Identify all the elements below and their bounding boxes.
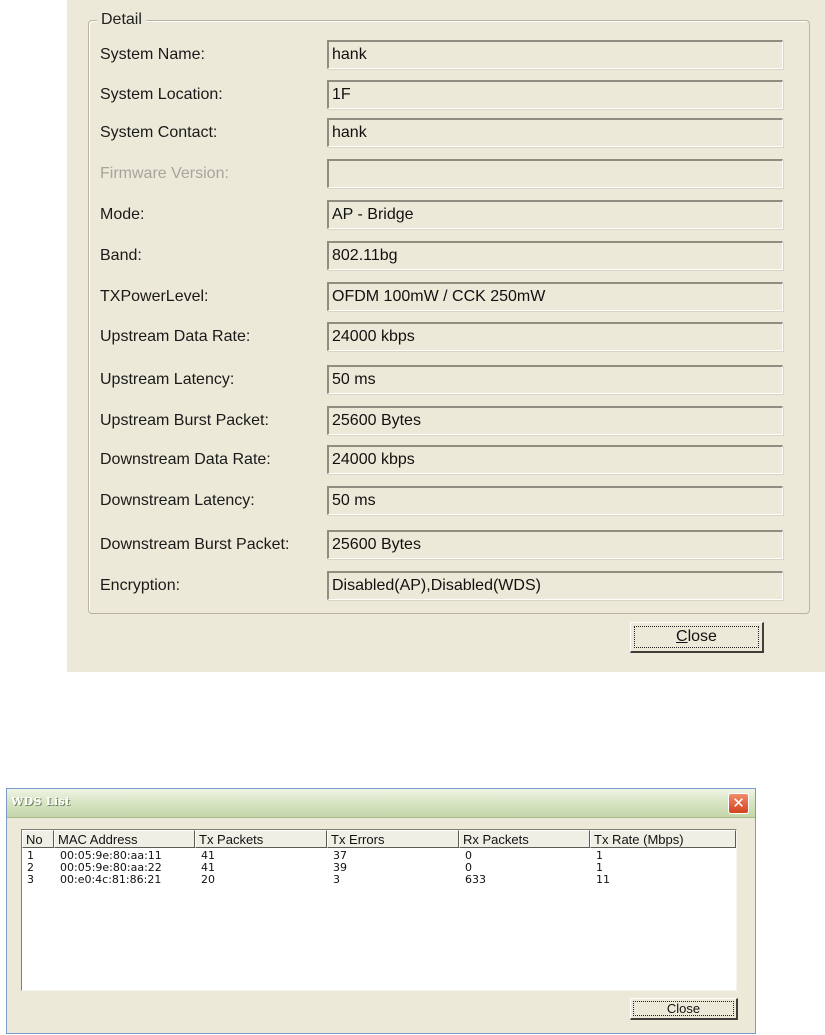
close-button[interactable] [630,622,764,653]
firmware-version-field [327,159,783,188]
cell-tx-rate: 1 [596,849,603,862]
wds-close-button[interactable] [630,998,738,1020]
close-button-face [634,626,759,648]
column-header-mac-address[interactable]: MAC Address [54,830,195,848]
cell-tx-packets: 41 [201,861,215,874]
field-row-system-name [89,40,809,70]
field-row-downstream-latency [89,486,809,516]
field-row-system-contact [89,118,809,148]
detail-groupbox [88,11,810,614]
field-row-downstream-data-rate [89,445,809,475]
table-row[interactable] [22,874,736,886]
cell-tx-errors: 39 [333,861,347,874]
downstream-latency-field[interactable]: 50 ms [327,486,783,515]
cell-mac-address: 00:e0:4c:81:86:21 [60,873,162,886]
system-contact-field[interactable]: hank [327,118,783,147]
cell-tx-errors: 3 [333,873,340,886]
wds-list-header [22,830,736,848]
field-row-txpowerlevel [89,282,809,312]
label-firmware-version: Firmware Version: [100,165,229,182]
column-header-rx-packets[interactable]: Rx Packets [459,830,590,848]
mode-field[interactable]: AP - Bridge [327,200,783,229]
close-button-label-rest: lose [687,628,717,645]
label-downstream-latency: Downstream Latency: [100,492,255,509]
field-row-upstream-data-rate [89,322,809,352]
band-field[interactable]: 802.11bg [327,241,783,270]
label-upstream-data-rate: Upstream Data Rate: [100,328,251,345]
cell-rx-packets: 0 [465,861,472,874]
label-encryption: Encryption: [100,577,181,594]
cell-tx-rate: 1 [596,861,603,874]
column-header-no[interactable]: No [22,830,54,848]
detail-group-title: Detail [97,11,146,29]
cell-mac-address: 00:05:9e:80:aa:11 [60,849,162,862]
cell-tx-packets: 20 [201,873,215,886]
close-x-icon[interactable]: ✕ [728,793,749,814]
field-row-upstream-latency [89,365,809,395]
cell-tx-errors: 37 [333,849,347,862]
cell-no: 2 [27,861,34,874]
label-band: Band: [100,247,142,264]
cell-tx-packets: 41 [201,849,215,862]
cell-rx-packets: 633 [465,873,486,886]
cell-tx-rate: 11 [596,873,610,886]
column-header-tx-rate[interactable]: Tx Rate (Mbps) [590,830,736,848]
close-button-mnemonic: C [676,628,688,645]
cell-rx-packets: 0 [465,849,472,862]
label-upstream-latency: Upstream Latency: [100,371,235,388]
field-row-firmware-version [89,159,809,189]
label-txpowerlevel: TXPowerLevel: [100,288,209,305]
field-row-encryption [89,571,809,601]
column-header-tx-errors[interactable]: Tx Errors [327,830,459,848]
label-upstream-burst-packet: Upstream Burst Packet: [100,412,269,429]
wds-list-view[interactable] [21,829,737,991]
wds-list-window [6,788,756,1034]
encryption-field[interactable]: Disabled(AP),Disabled(WDS) [327,571,783,600]
wds-titlebar[interactable] [7,789,755,818]
label-mode: Mode: [100,206,145,223]
wds-window-title: WDS List [11,795,71,808]
wds-close-button-label: Close [633,1001,734,1016]
field-row-downstream-burst-packet [89,530,809,560]
cell-mac-address: 00:05:9e:80:aa:22 [60,861,162,874]
column-header-tx-packets[interactable]: Tx Packets [195,830,327,848]
field-row-mode [89,200,809,230]
field-row-upstream-burst-packet [89,406,809,436]
field-row-band [89,241,809,271]
downstream-data-rate-field[interactable]: 24000 kbps [327,445,783,474]
detail-dialog [67,0,825,672]
label-downstream-data-rate: Downstream Data Rate: [100,451,271,468]
label-downstream-burst-packet: Downstream Burst Packet: [100,536,290,553]
label-system-location: System Location: [100,86,223,103]
cell-no: 1 [27,849,34,862]
label-system-contact: System Contact: [100,124,218,141]
field-row-system-location [89,80,809,110]
downstream-burst-packet-field[interactable]: 25600 Bytes [327,530,783,559]
label-system-name: System Name: [100,46,205,63]
upstream-latency-field[interactable]: 50 ms [327,365,783,394]
system-location-field[interactable]: 1F [327,80,783,109]
upstream-burst-packet-field[interactable]: 25600 Bytes [327,406,783,435]
txpowerlevel-field[interactable]: OFDM 100mW / CCK 250mW [327,282,783,311]
upstream-data-rate-field[interactable]: 24000 kbps [327,322,783,351]
system-name-field[interactable]: hank [327,40,783,69]
cell-no: 3 [27,873,34,886]
